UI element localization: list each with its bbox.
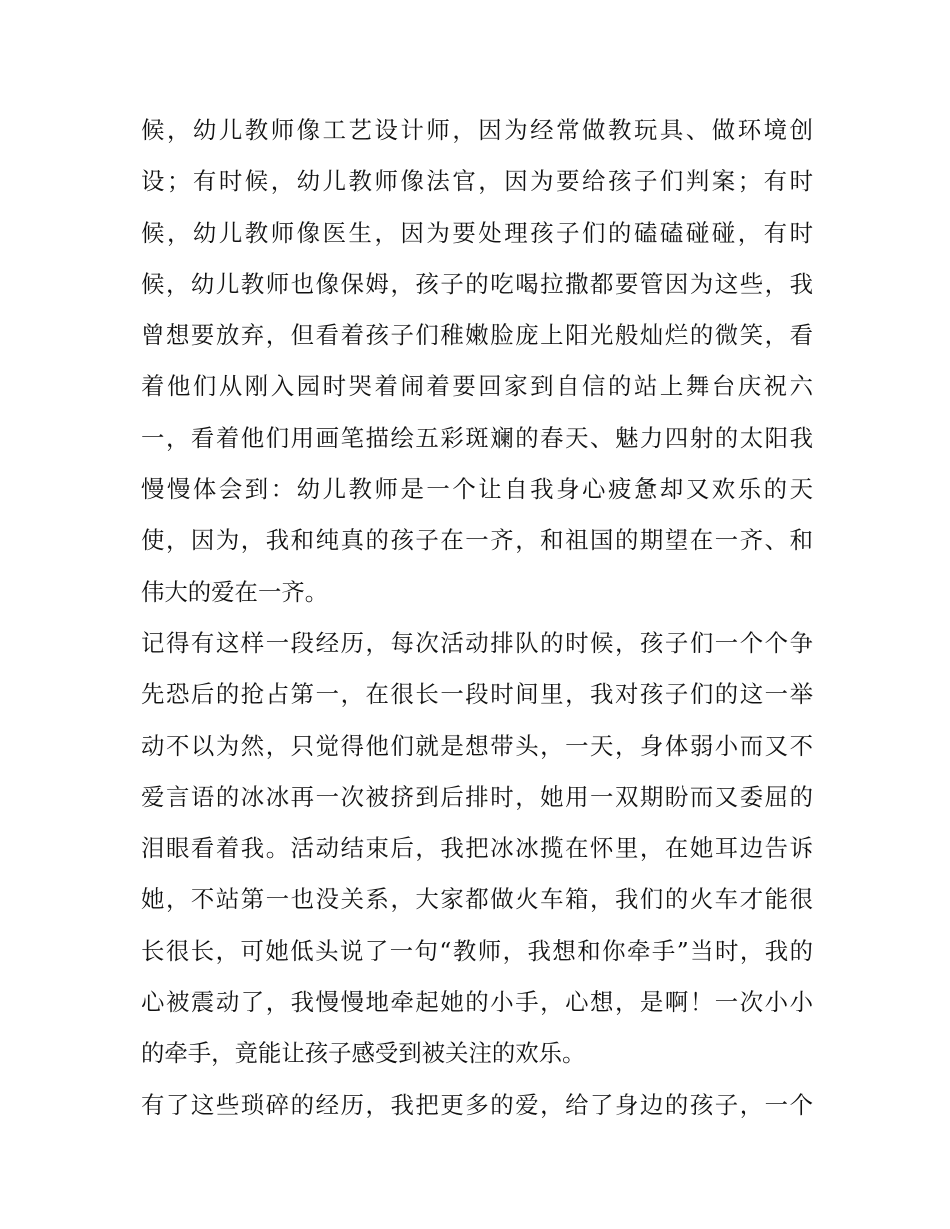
- text-line: 记得有这样一段经历，每次活动排队的时候，孩子们一个个争: [141, 628, 813, 657]
- text-line: 着他们从刚入园时哭着闹着要回家到自信的站上舞台庆祝六: [141, 372, 813, 401]
- paragraph-end-line: 的牵手，竟能让孩子感受到被关注的欢乐。: [141, 1039, 586, 1068]
- body-text: [141, 105, 813, 1131]
- text-line: 候，幼儿教师像医生，因为要处理孩子们的磕磕碰碰，有时: [141, 218, 813, 247]
- paragraph-end-line: 伟大的爱在一齐。: [141, 577, 329, 606]
- text-line: 曾想要放弃，但看着孩子们稚嫩脸庞上阳光般灿烂的微笑，看: [141, 321, 813, 350]
- text-line: 她，不站第一也没关系，大家都做火车箱，我们的火车才能很: [141, 885, 813, 914]
- text-line: 候，幼儿教师像工艺设计师，因为经常做教玩具、做环境创: [141, 116, 813, 144]
- text-line: 有了这些琐碎的经历，我把更多的爱，给了身边的孩子，一个: [141, 1090, 813, 1119]
- text-line: 心被震动了，我慢慢地牵起她的小手，心想，是啊！一次小小: [141, 988, 813, 1017]
- text-line: 爱言语的冰冰再一次被挤到后排时，她用一双期盼而又委屈的: [141, 782, 813, 811]
- text-line: 慢慢体会到：幼儿教师是一个让自我身心疲惫却又欢乐的天: [141, 475, 813, 504]
- text-line: 长很长，可她低头说了一句“教师，我想和你牵手”当时，我的: [141, 936, 813, 965]
- text-line: 使，因为，我和纯真的孩子在一齐，和祖国的期望在一齐、和: [141, 526, 813, 555]
- text-line: 设；有时候，幼儿教师像法官，因为要给孩子们判案；有时: [141, 167, 813, 196]
- text-line: 泪眼看着我。活动结束后，我把冰冰揽在怀里，在她耳边告诉: [141, 834, 813, 863]
- text-line: 候，幼儿教师也像保姆，孩子的吃喝拉撒都要管因为这些，我: [141, 269, 813, 298]
- text-line: 先恐后的抢占第一，在很长一段时间里，我对孩子们的这一举: [141, 680, 813, 709]
- text-line: 动不以为然，只觉得他们就是想带头，一天，身体弱小而又不: [141, 731, 813, 760]
- text-line: 一，看着他们用画笔描绘五彩斑斓的春天、魅力四射的太阳我: [141, 423, 813, 452]
